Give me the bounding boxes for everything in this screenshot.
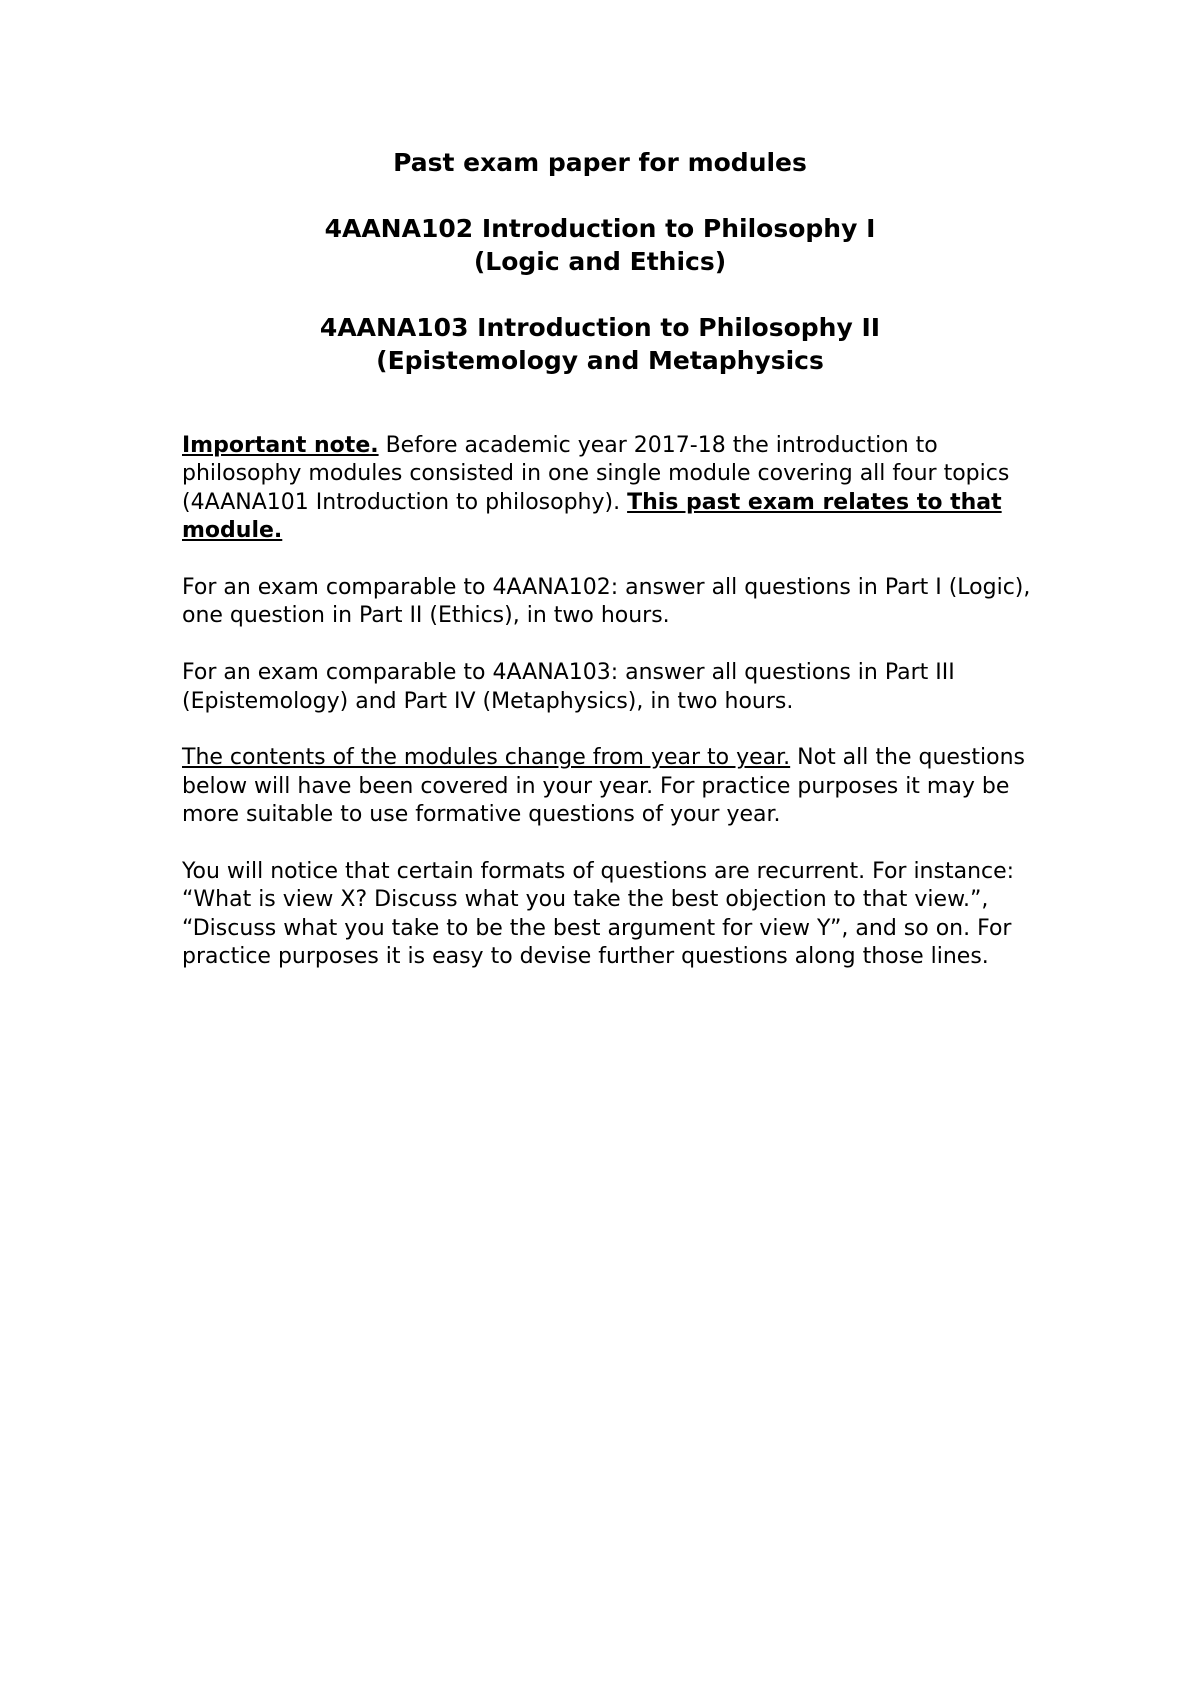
paragraph-4aana102: For an exam comparable to 4AANA102: answer all questions in Part I (Logic), one question in Part II (Ethics), in two hours.	[182, 575, 1031, 629]
module-103-subtitle: (Epistemology and Metaphysics	[376, 346, 824, 375]
spacer	[0, 278, 1200, 311]
contents-rest: Not all the questions below will have been covered in your year. For practice purposes it may be more suitable to use formative questions of your year.	[182, 745, 1025, 828]
module-103-title: 4AANA103 Introduction to Philosophy II	[319, 313, 881, 342]
important-note-paragraph	[182, 432, 1042, 546]
paragraph-4aana103: For an exam comparable to 4AANA103: answer all questions in Part III (Epistemology) and Part IV (Metaphysics), in two hours.	[182, 660, 955, 714]
spacer	[0, 179, 1200, 212]
document-body	[182, 432, 1042, 1000]
title-block	[0, 146, 1200, 377]
module-102-subtitle: (Logic and Ethics)	[473, 247, 727, 276]
page-title: Past exam paper for modules	[393, 148, 807, 177]
important-note-label: Important note.	[182, 433, 379, 458]
module-102-title: 4AANA102 Introduction to Philosophy I	[324, 214, 876, 243]
important-note-emphasis: This past exam relates to that module.	[182, 489, 1002, 544]
important-note-text: Before academic year 2017-18 the introduction to philosophy modules consisted in one single module covering all four topics (4AANA101 Introduction to philosophy).	[182, 433, 1010, 515]
contents-underlined: The contents of the modules change from year to year.	[182, 745, 791, 771]
formats-paragraph: You will notice that certain formats of questions are recurrent. For instance: “What is view X? Discuss what you take the best objection to that view.”, “Discuss what you take to be the best argument for view Y”, and so on. For practice purposes it is easy to devise further questions along those lines.	[182, 859, 1015, 970]
contents-paragraph	[182, 744, 1042, 829]
